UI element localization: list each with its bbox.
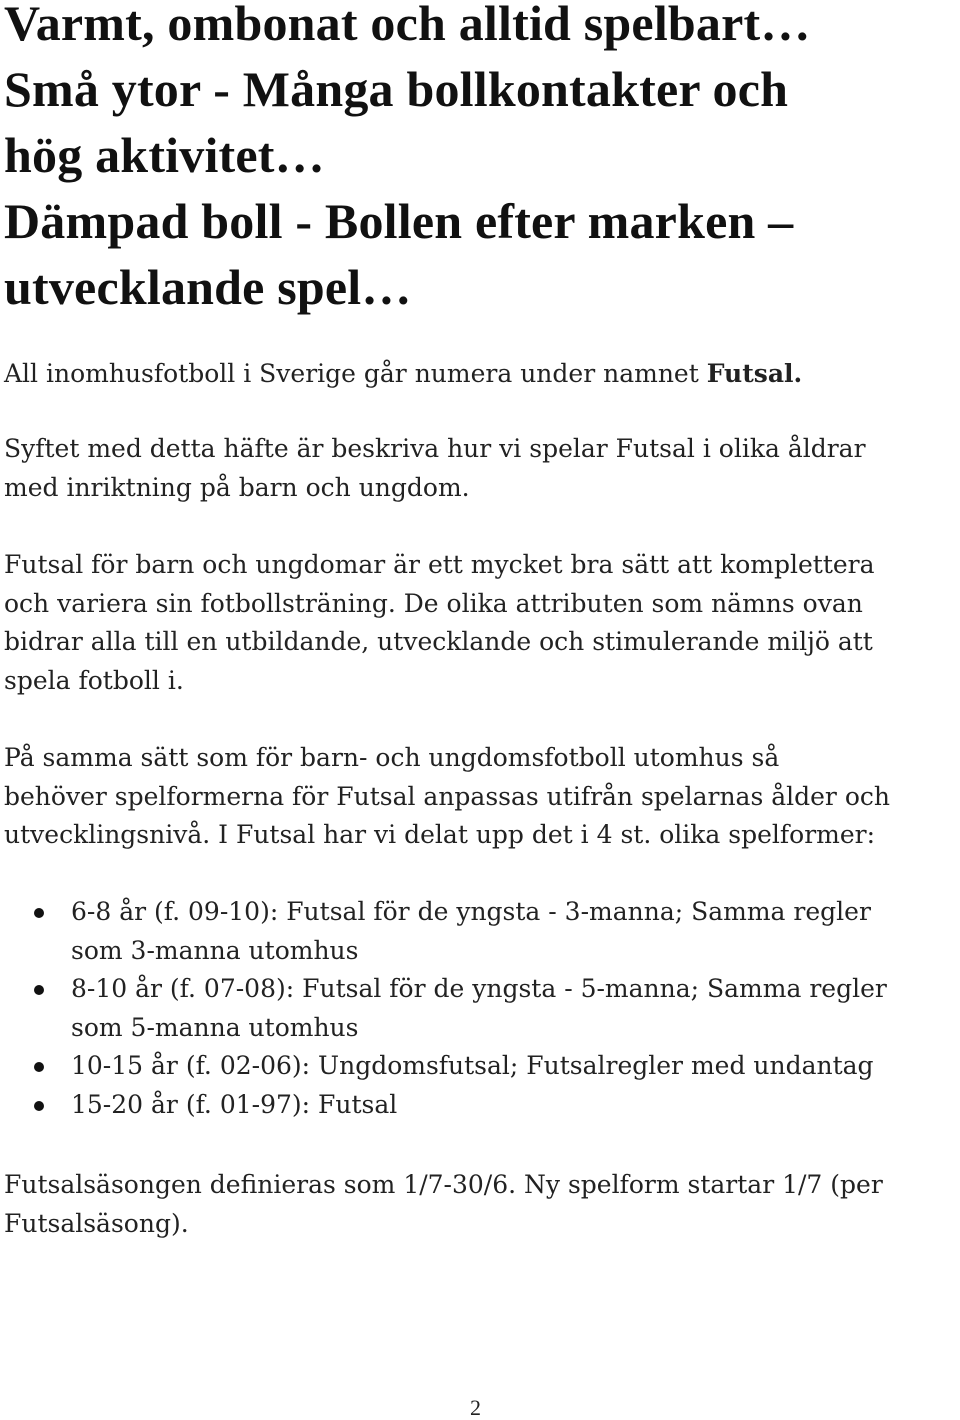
intro-paragraph <box>4 355 956 394</box>
formats-paragraph <box>4 739 956 855</box>
list-item <box>0 1047 956 1086</box>
paragraph-line: behöver spelformerna för Futsal anpassas utifrån spelarnas ålder och <box>4 781 890 811</box>
benefits-paragraph <box>4 546 956 700</box>
headline-line: Små ytor - Många bollkontakter och <box>4 61 789 117</box>
bullet-icon <box>34 1062 44 1072</box>
headline-line: hög aktivitet… <box>4 127 325 183</box>
purpose-paragraph <box>4 430 956 507</box>
list-item <box>0 970 956 1047</box>
paragraph-line: Futsalsäsong). <box>4 1208 189 1238</box>
headline-line: Varmt, ombonat och alltid spelbart… <box>4 0 811 51</box>
headline-line: utvecklande spel… <box>4 259 412 315</box>
paragraph-line: På samma sätt som för barn- och ungdomsfotboll utomhus så <box>4 743 780 772</box>
list-item-line: 6-8 år (f. 09-10): Futsal för de yngsta - 3-manna; Samma regler <box>71 897 871 926</box>
paragraph-line: utvecklingsnivå. I Futsal har vi delat upp det i 4 st. olika spelformer: <box>4 820 876 849</box>
paragraph-line: spela fotboll i. <box>4 665 184 695</box>
bullet-icon <box>34 908 44 918</box>
list-item <box>0 893 956 970</box>
headline-line: Dämpad boll - Bollen efter marken – <box>4 193 794 249</box>
list-item-line: som 5-manna utomhus <box>71 1012 359 1042</box>
intro-bold-term: Futsal. <box>706 359 803 388</box>
paragraph-line: och variera sin fotbollsträning. De olika attributen som nämns ovan <box>4 588 863 618</box>
page-number: 2 <box>470 1395 481 1420</box>
bullet-icon <box>34 985 44 995</box>
paragraph-line: bidrar alla till en utbildande, utvecklande och stimulerande miljö att <box>4 627 873 656</box>
paragraph-line: med inriktning på barn och ungdom. <box>4 472 470 502</box>
paragraph-line: Syftet med detta häfte är beskriva hur vi spelar Futsal i olika åldrar <box>4 434 866 463</box>
season-paragraph <box>4 1166 956 1243</box>
paragraph-line: Futsal för barn och ungdomar är ett mycket bra sätt att komplettera <box>4 550 875 579</box>
headline <box>4 0 954 320</box>
list-item-line: 15-20 år (f. 01-97): Futsal <box>71 1089 398 1119</box>
paragraph-line: Futsalsäsongen definieras som 1/7-30/6. Ny spelform startar 1/7 (per <box>4 1170 883 1199</box>
bullet-icon <box>34 1101 44 1111</box>
list-item-line: 10-15 år (f. 02-06): Ungdomsfutsal; Futsalregler med undantag <box>71 1051 874 1080</box>
intro-text: All inomhusfotboll i Sverige går numera under namnet <box>4 359 707 388</box>
game-formats-list <box>0 893 956 1124</box>
list-item-line: 8-10 år (f. 07-08): Futsal för de yngsta - 5-manna; Samma regler <box>71 974 887 1003</box>
list-item <box>0 1086 956 1125</box>
list-item-line: som 3-manna utomhus <box>71 935 359 965</box>
